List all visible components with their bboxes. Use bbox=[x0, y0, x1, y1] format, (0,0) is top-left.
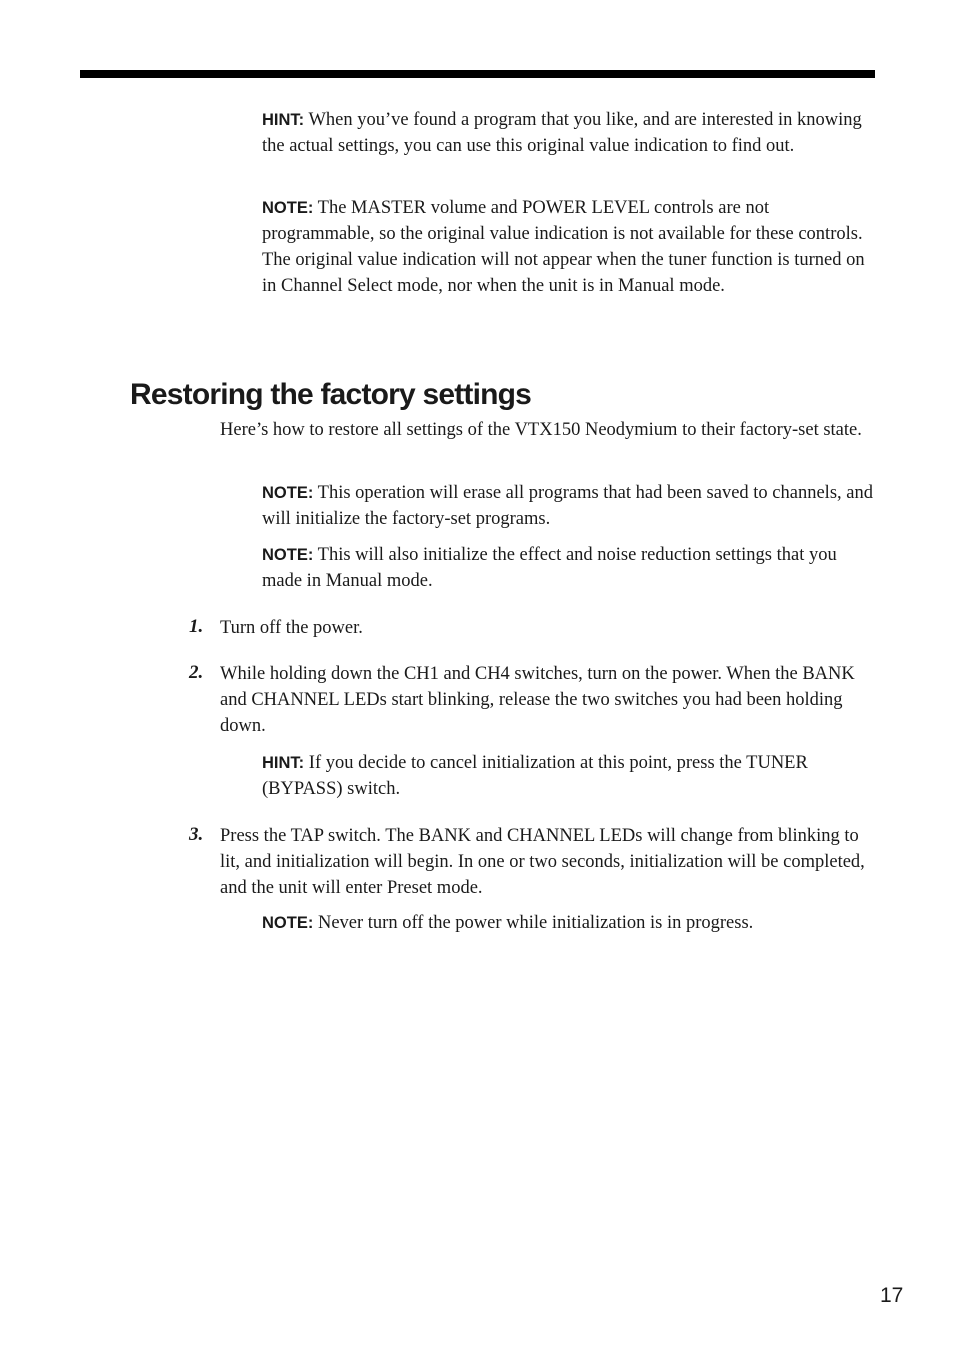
note-paragraph bbox=[262, 195, 874, 299]
hint-text: If you decide to cancel initialization at this point, press the TUNER (BYPASS) switch. bbox=[262, 753, 808, 799]
initialize-note bbox=[262, 542, 874, 594]
note-label: NOTE: bbox=[262, 914, 314, 932]
note-label: NOTE: bbox=[262, 199, 314, 217]
step-number-2: 2. bbox=[189, 662, 204, 683]
erase-note bbox=[262, 480, 874, 532]
step-2-hint bbox=[262, 750, 874, 802]
hint-label: HINT: bbox=[262, 111, 305, 129]
note-label: NOTE: bbox=[262, 484, 314, 502]
step-3-note bbox=[262, 910, 874, 936]
note-text: The MASTER volume and POWER LEVEL controls are not programmable, so the original value indication is not available for these controls. The original value indication will not appear when the tuner function is turned on in Channel Select mode, nor when the unit is in Manual mode. bbox=[262, 198, 865, 296]
hint-note bbox=[262, 107, 874, 159]
page-number: 17 bbox=[880, 1284, 904, 1307]
header-rule bbox=[80, 70, 875, 78]
step-number-3: 3. bbox=[189, 824, 204, 845]
step-text-1: Turn off the power. bbox=[220, 618, 363, 638]
note-label: NOTE: bbox=[262, 546, 314, 564]
hint-text: When you’ve found a program that you like, and are interested in knowing the actual settings, you can use this original value indication to find out. bbox=[262, 110, 862, 156]
section-heading: Restoring the factory settings bbox=[130, 378, 532, 411]
note-text: Never turn off the power while initialization is in progress. bbox=[317, 913, 754, 933]
hint-label: HINT: bbox=[262, 754, 305, 772]
note-text: This operation will erase all programs that had been saved to channels, and will initialize the factory-set programs. bbox=[262, 483, 873, 529]
step-text-3: Press the TAP switch. The BANK and CHANNEL LEDs will change from blinking to lit, and initialization will begin. In one or two seconds, initialization will be completed, and the unit will enter Preset mode. bbox=[220, 826, 865, 898]
section-intro: Here’s how to restore all settings of the VTX150 Neodymium to their factory-set state. bbox=[220, 420, 862, 440]
step-text-2: While holding down the CH1 and CH4 switches, turn on the power. When the BANK and CHANNEL LEDs start blinking, release the two switches you had been holding down. bbox=[220, 664, 855, 736]
step-number-1: 1. bbox=[189, 616, 204, 637]
note-text: This will also initialize the effect and noise reduction settings that you made in Manual mode. bbox=[262, 545, 837, 591]
